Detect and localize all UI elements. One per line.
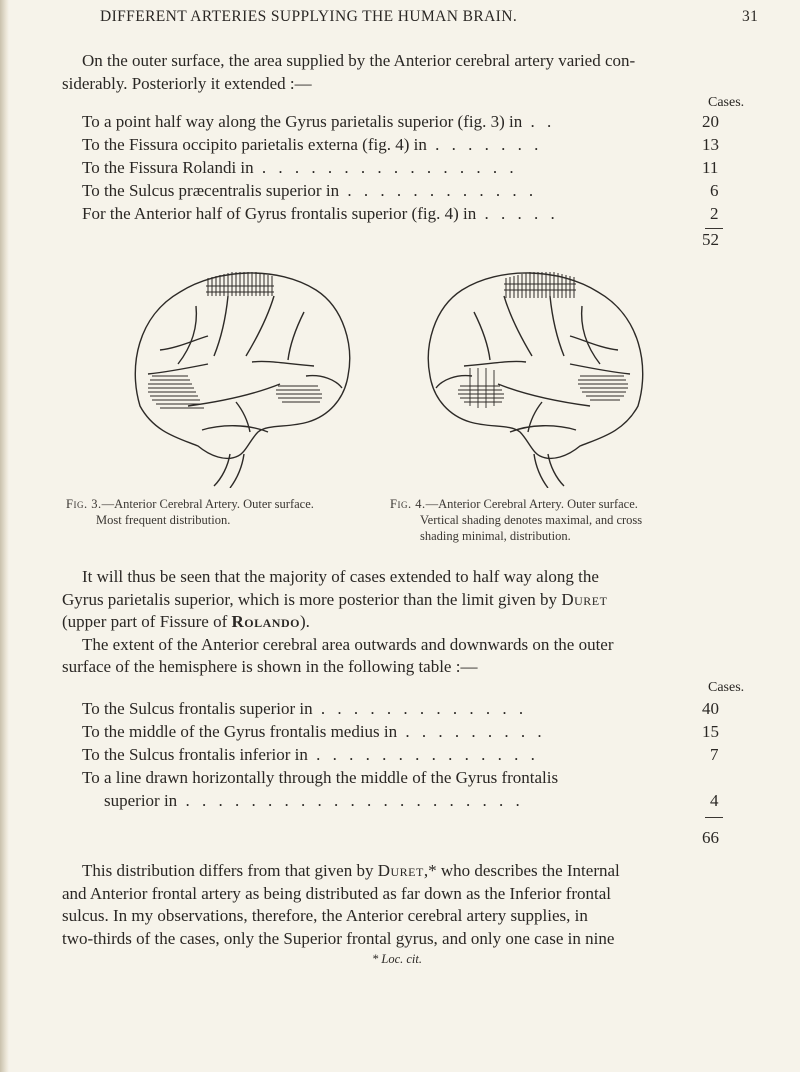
paragraph-3-line-3: sulcus. In my observations, therefore, the Anterior cerebral artery supplies, in [62, 906, 588, 925]
paragraph-2-line-2 [62, 589, 762, 612]
page-spine-shadow [0, 0, 9, 1072]
table2-sum-rule [705, 817, 723, 818]
table2-row-text: To the Sulcus frontalis inferior in [82, 745, 308, 764]
table1-sum-rule [705, 228, 723, 229]
paragraph-2-line-3-end: ). [299, 612, 310, 631]
table1-row-text: To the Sulcus præcentralis superior in [82, 181, 340, 200]
figure-4-caption-line-3: shading minimal, distribution. [420, 529, 571, 543]
table2-row-text: To the middle of the Gyrus frontalis medius in [82, 722, 398, 741]
author-name-rolando: Rolando [231, 612, 300, 631]
table2-row-dots: . . . . . . . . . [397, 722, 546, 741]
figure-3-label: Fig. 3. [66, 497, 102, 511]
paragraph-3 [62, 860, 762, 950]
table1-row-value: 6 [710, 181, 719, 200]
figure-4-caption-line-2: Vertical shading denotes maximal, and cross [420, 513, 643, 527]
figure-3-caption-line-1: —Anterior Cerebral Artery. Outer surface. [101, 497, 314, 511]
table1-row-value: 13 [702, 135, 719, 154]
table2-row-value: 15 [702, 722, 719, 741]
table1-row-dots: . . [522, 112, 556, 131]
author-name-duret: Duret [377, 861, 424, 880]
table1-row-value: 2 [710, 204, 719, 223]
intro-line-1: On the outer surface, the area supplied by the Anterior cerebral artery varied con- [82, 51, 636, 70]
table1-row-value: 11 [702, 158, 719, 177]
running-head [0, 4, 800, 34]
figure-4-caption [390, 496, 780, 544]
table2-row [82, 698, 527, 720]
table2-row [82, 744, 539, 766]
figure-3-caption [66, 496, 386, 528]
paragraph-2-line-3 [62, 611, 762, 634]
table1-row [82, 134, 542, 156]
paragraph-2-line-1: It will thus be seen that the majority of cases extended to half way along the [82, 567, 599, 586]
table1-row [82, 111, 555, 133]
paragraph-2-line-2-text: Gyrus parietalis superior, which is more posterior than the limit given by [62, 589, 562, 609]
paragraph-3-line-4: two-thirds of the cases, only the Superior frontal gyrus, and only one case in nine [62, 928, 615, 948]
table1-cases-header: Cases. [708, 95, 745, 110]
table1-row-dots: . . . . . . . [426, 135, 543, 154]
page-number: 31 [742, 8, 759, 25]
table2-row-text: To a line drawn horizontally through the middle of the Gyrus frontalis [82, 768, 559, 787]
figure-3-brain-drawing [118, 256, 358, 488]
table1-total: 52 [702, 230, 719, 249]
paragraph-3-line-1-text: This distribution differs from that given by [82, 861, 378, 880]
table1-row [82, 180, 537, 202]
table2-row-dots: . . . . . . . . . . . . . . [307, 745, 539, 764]
table1-row-text: For the Anterior half of Gyrus frontalis superior (fig. 4) in [82, 204, 477, 223]
table2-row-value: 4 [710, 791, 719, 810]
figure-4-caption-line-1: —Anterior Cerebral Artery. Outer surface. [425, 497, 638, 511]
intro-paragraph [62, 50, 762, 95]
paragraph-2-line-4: The extent of the Anterior cerebral area outwards and downwards on the outer [82, 634, 614, 654]
table1-row-dots: . . . . . . . . . . . . . . . . [253, 158, 518, 177]
table2-row-dots: . . . . . . . . . . . . . [312, 699, 528, 718]
table2-row-value: 7 [710, 745, 719, 764]
paragraph-2-line-5: surface of the hemisphere is shown in the following table :— [62, 657, 478, 676]
paragraph-3-line-1-end: ,* who describes the Internal [423, 861, 620, 880]
table1-row-dots: . . . . . . . . . . . . [339, 181, 538, 200]
paragraph-3-line-2: and Anterior frontal artery as being distributed as far down as the Inferior frontal [62, 883, 612, 903]
table2-row-text: superior in [104, 791, 178, 810]
running-head-title: DIFFERENT ARTERIES SUPPLYING THE HUMAN BRAIN. [100, 8, 518, 25]
table1-row-text: To a point half way along the Gyrus parietalis superior (fig. 3) in [82, 112, 523, 131]
table2-row-value: 40 [702, 699, 719, 718]
table2-row-dots: . . . . . . . . . . . . . . . . . . . . . [177, 791, 524, 810]
table1-row [82, 203, 559, 225]
table1-row-dots: . . . . . [476, 204, 559, 223]
table1-row-value: 20 [702, 112, 719, 131]
table2-total: 66 [702, 828, 719, 847]
paragraph-3-line-1 [62, 860, 762, 883]
figure-3-caption-line-2: Most frequent distribution. [96, 513, 231, 527]
table2-row-text: To the Sulcus frontalis superior in [82, 699, 313, 718]
table1-row-text: To the Fissura occipito parietalis externa (fig. 4) in [82, 135, 427, 154]
intro-line-2: siderably. Posteriorly it extended :— [62, 73, 312, 93]
table2-row [82, 721, 546, 743]
figure-4-label: Fig. 4. [390, 497, 426, 511]
table2-cases-header: Cases. [708, 680, 745, 695]
table2-row [104, 790, 524, 812]
table1-row [82, 157, 518, 179]
footnote: * Loc. cit. [372, 952, 422, 966]
table2-row [82, 767, 558, 789]
table1-row-text: To the Fissura Rolandi in [82, 158, 254, 177]
paragraph-2 [62, 566, 762, 679]
paragraph-2-line-3-text: (upper part of Fissure of [62, 612, 232, 631]
author-name-duret: Duret [561, 589, 608, 609]
figure-4-brain-drawing [420, 256, 660, 488]
